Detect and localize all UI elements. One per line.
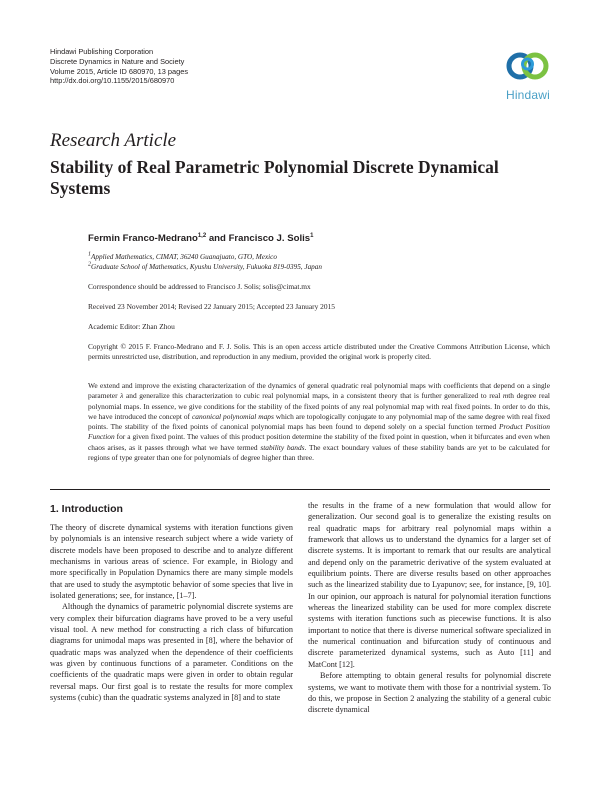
doi-link[interactable]: http://dx.doi.org/10.1155/2015/680970 <box>50 76 175 86</box>
body-column-left <box>50 522 293 704</box>
body-paragraph: The theory of discrete dynamical systems with iteration functions given by polynomials is an intensive research subject where a wide variety of discrete models have been proposed to describe and to analyze different mechanisms in various areas of science. For example, in Biology and more specifically in Population Dynamics there are many simple models that are used to study the asymptotic behavior of some species that live in isolated generations; see, for instance, [1–7]. <box>50 523 293 601</box>
academic-editor: Academic Editor: Zhan Zhou <box>88 322 175 331</box>
article-dates: Received 23 November 2014; Revised 22 January 2015; Accepted 23 January 2015 <box>88 302 335 311</box>
author-name: Francisco J. Solis <box>228 233 311 244</box>
author-name: Fermin Franco-Medrano <box>88 233 198 244</box>
journal-line: Discrete Dynamics in Nature and Society <box>50 56 185 66</box>
correspondence-note: Correspondence should be addressed to Francisco J. Solis; solis@cimat.mx <box>88 282 311 291</box>
author-joiner: and <box>208 233 226 244</box>
affiliation <box>88 262 322 272</box>
section-heading: 1. Introduction <box>50 503 123 515</box>
body-column-right <box>308 500 551 716</box>
hindawi-logo-text: Hindawi <box>505 88 551 102</box>
author-affiliation-marker: 1,2 <box>197 232 207 239</box>
body-paragraph: Before attempting to obtain general results for polynomial discrete systems, we want to motivate them with those for a nontrivial system. To do this, we propose in Section 2 analyzing the stability of a general cubic discrete dynamical <box>308 671 551 715</box>
copyright-notice: Copyright © 2015 F. Franco-Medrano and F. J. Solis. This is an open access article distributed under the Creative Commons Attribution License, which permits unrestricted use, distribution, and reproduction in any medium, provided the original work is properly cited. <box>88 342 550 361</box>
volume-line: Volume 2015, Article ID 680970, 13 pages <box>50 66 189 76</box>
section-divider <box>50 489 550 490</box>
affiliation-marker: 1 <box>88 251 91 258</box>
author-affiliation-marker: 1 <box>310 232 314 239</box>
author-list <box>88 233 314 244</box>
affiliation-marker: 2 <box>88 261 91 268</box>
article-title: Stability of Real Parametric Polynomial Discrete Dynamical Systems <box>50 157 499 198</box>
affiliation <box>88 252 277 262</box>
affiliation-text: Applied Mathematics, CIMAT, 36240 Guanajuato, GTO, Mexico <box>91 253 277 261</box>
body-paragraph: Although the dynamics of parametric polynomial discrete systems are very complex their bifurcation diagrams have proved to be a very useful visual tool. A new method for constructing a rich class of bifurcation diagrams for unimodal maps was presented in [8], where the behavior of quadratic maps was analyzed when the dependence of their coefficients was given by continuous functions of a parameter. Conditions on the coefficients of the quadratic maps were given in order to obtain regular reversal maps. Our first goal is to restate the results for more complex systems (cubic) than the quadratic systems analyzed in [8] and to state <box>50 602 293 703</box>
body-paragraph: the results in the frame of a new formulation that would allow for generalization. Our second goal is to generalize the existing results on real quadratic maps for arbitrary real polynomial maps within a framework that allows us to understand the dynamics for a larger set of discrete systems. It is important to remark that our results are analytical and depend only on the parametric derivative of the system evaluated at equilibrium points. There are diverse results based on other approaches such as the linearized stability due to Lyapunov; see, for instance, [9, 10]. In our opinion, our approach is natural for polynomial iteration functions whereas the linearized stability can be used for more complex discrete systems with iteration functions such as piecewise functions. It is also important to notice that there is diverse numerical software specialized in the numerical continuation and bifurcation study of continuous and discrete parameterized dynamical systems, such as Auto [11] and MatCont [12]. <box>308 501 551 669</box>
article-type: Research Article <box>50 130 177 151</box>
affiliation-text: Graduate School of Mathematics, Kyushu University, Fukuoka 819-0395, Japan <box>91 263 322 271</box>
abstract <box>88 381 550 463</box>
journal-header <box>50 47 188 86</box>
abstract-paragraph: We extend and improve the existing characterization of the dynamics of general quadratic real polynomial maps with coefficients that depend on a single parameter λ and generalize this characterization to cubic real polynomial maps, in a consistent theory that is further generalized to real mth degree real polynomial maps. In essence, we give conditions for the stability of the fixed points of any real polynomial map with real fixed points. In order to do this, we have introduced the concept of canonical polynomial maps which are topologically conjugate to any polynomial map of the same degree with real fixed points. The stability of the fixed points of canonical polynomial maps has been found to depend solely on a special function termed Product Position Function for a given fixed point. The values of this product position determine the stability of the fixed point in question, when it bifurcates and even when chaos arises, as it passes through what we have termed stability bands. The exact boundary values of these stability bands are yet to be calculated for regions of type greater than one for polynomials of degree higher than three. <box>88 381 550 463</box>
publisher-line: Hindawi Publishing Corporation <box>50 47 154 56</box>
